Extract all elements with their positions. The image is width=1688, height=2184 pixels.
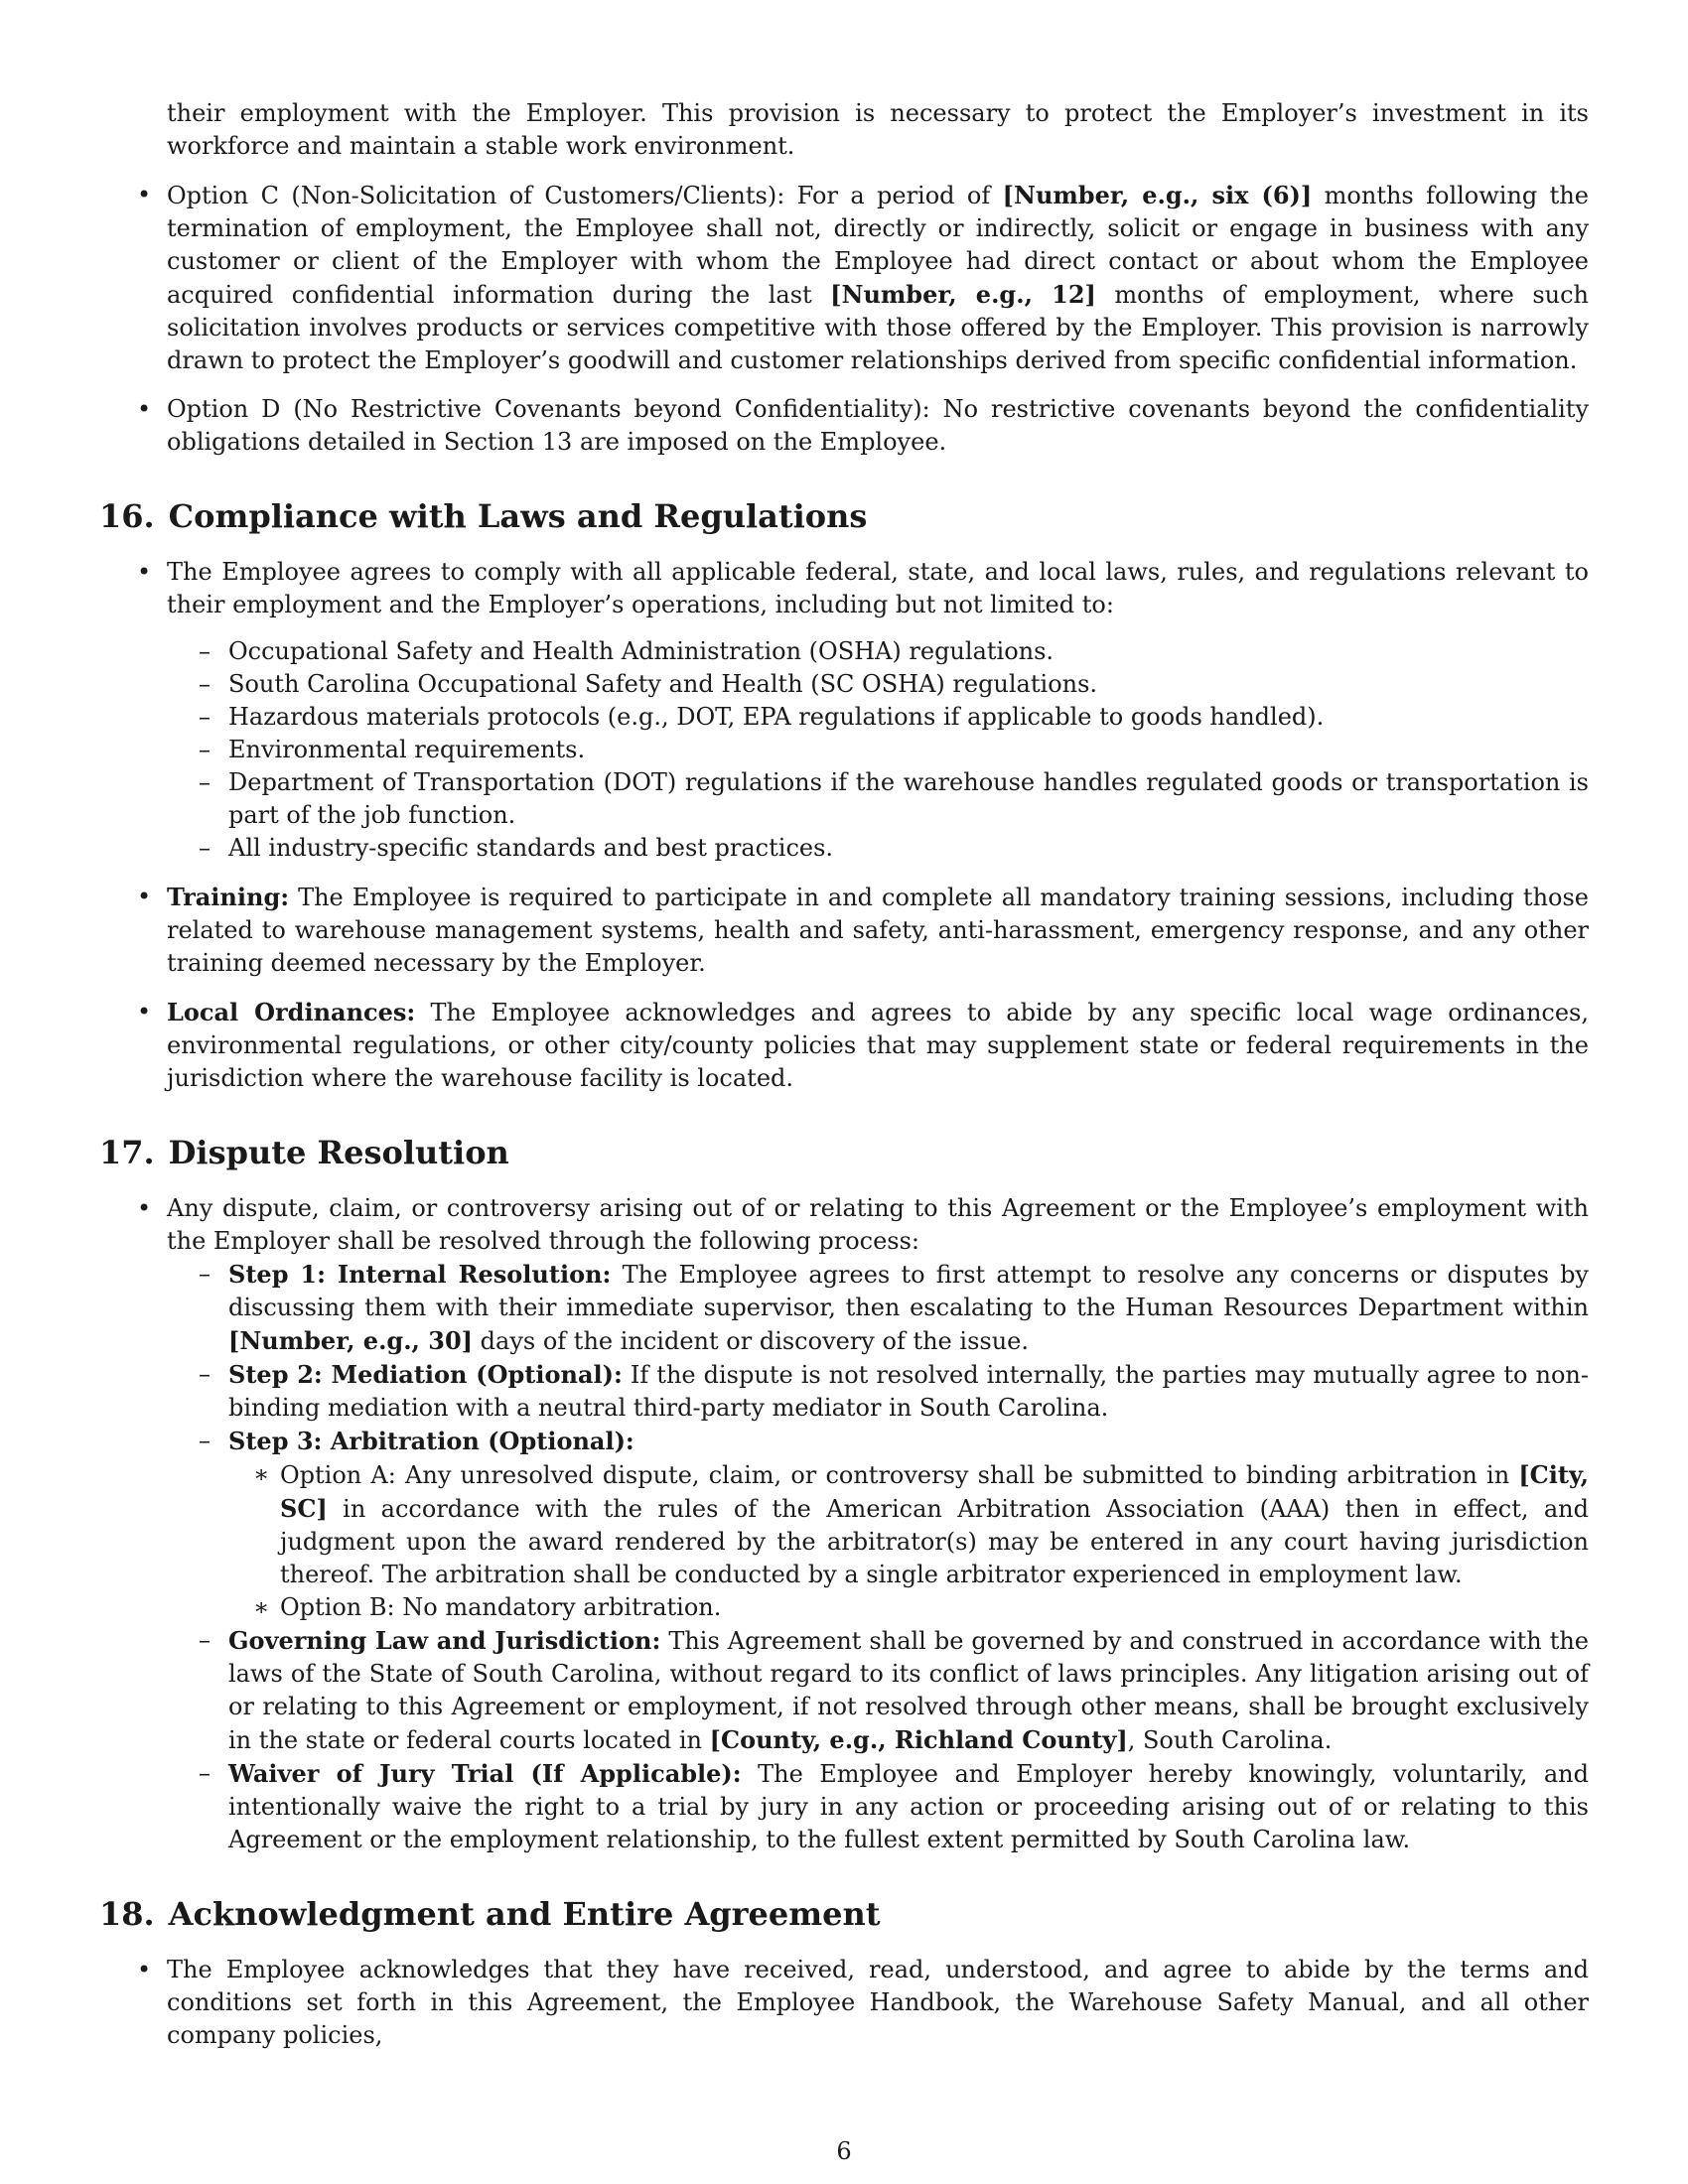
local-ordinances-item — [99, 996, 1589, 1095]
step-3-label: Step 3: Arbitration (Optional): — [228, 1427, 634, 1455]
section-17-title: Dispute Resolution — [168, 1134, 509, 1171]
step-1-text-1: The Employee agrees to first attempt to resolve any concerns or disputes by discussing them with their immediate supervisor, then escalating to the Human Resources Department within — [228, 1261, 1589, 1321]
section-16-title: Compliance with Laws and Regulations — [168, 497, 868, 535]
section-16-sublist — [167, 635, 1589, 865]
section-16-intro: The Employee agrees to comply with all applicable federal, state, and local laws, rules, and regulations relevant to their employment and the Employer’s operations, including but not limited to: — [167, 558, 1589, 618]
step-2-label: Step 2: Mediation (Optional): — [228, 1360, 623, 1389]
local-ordinances-label: Local Ordinances: — [167, 998, 416, 1026]
section-18-intro-item — [99, 1954, 1589, 2052]
section-16-intro-item — [99, 556, 1589, 865]
governing-law-item — [167, 1624, 1589, 1757]
step-3-item — [167, 1425, 1589, 1624]
section-18-heading — [99, 1894, 1589, 1934]
option-a-item — [228, 1458, 1589, 1591]
step-2-text: If the dispute is not resolved internally, the parties may mutually agree to non-binding mediation with a neutral third-party mediator in South Carolina. — [228, 1361, 1590, 1422]
training-text: The Employee is required to participate in and complete all mandatory training sessions, including those related to warehouse management systems, health and safety, anti-harassment, emergency response, and any other training deemed necessary by the Employer. — [167, 884, 1589, 977]
option-c-item — [99, 179, 1589, 377]
jury-waiver-label: Waiver of Jury Trial (If Applicable): — [228, 1759, 742, 1788]
step-2-item — [167, 1358, 1589, 1425]
jury-waiver-text: The Employee and Employer hereby knowingly, voluntarily, and intentionally waive the right to a trial by jury in any action or proceeding arising out of or relating to this Agreement or the employment relationship, to the fullest extent permitted by South Carolina law. — [228, 1760, 1590, 1853]
governing-law-text-1: This Agreement shall be governed by and construed in accordance with the laws of the State of South Carolina, without regard to its conflict of laws principles. Any litigation arising out of or relating to this Agreement or employment, if not resolved through other means, shall be brought exclusively in the state or federal courts located in — [228, 1627, 1590, 1754]
option-d-item — [99, 393, 1589, 459]
list-item: – South Carolina Occupational Safety and Health (SC OSHA) regulations. — [167, 668, 1589, 701]
step-1-item — [167, 1258, 1589, 1358]
section-17-number: 17. — [99, 1134, 155, 1171]
section-17-sublist — [167, 1258, 1589, 1856]
option-c-text-1: Option C (Non-Solicitation of Customers/Clients): For a period of — [167, 182, 1003, 209]
option-a-text-2: in accordance with the rules of the American Arbitration Association (AAA) then in effect, and judgment upon the award rendered by the arbitrator(s) may be entered in any court having jurisdiction thereof. The arbitration shall be conducted by a single arbitrator experienced in employment law. — [280, 1495, 1589, 1588]
section-18-intro: The Employee acknowledges that they have received, read, understood, and agree to abide by the terms and conditions set forth in this Agreement, the Employee Handbook, the Warehouse Safety Manual, and all other company policies, — [167, 1956, 1589, 2049]
option-a-text-1: Option A: Any unresolved dispute, claim, or controversy shall be submitted to binding arbitration in — [280, 1461, 1519, 1489]
section-18-title: Acknowledgment and Entire Agreement — [168, 1895, 881, 1933]
option-c-text-3: months of employment, where such solicitation involves products or services competitive with those offered by the Employer. This provision is narrowly drawn to protect the Employer’s goodwill and customer relationships derived from specific confidential information. — [167, 281, 1589, 374]
step-3-options — [228, 1458, 1589, 1624]
section-17-heading — [99, 1133, 1589, 1172]
jury-waiver-item — [167, 1757, 1589, 1856]
option-b-item: ∗ Option B: No mandatory arbitration. — [228, 1591, 1589, 1624]
governing-law-label: Governing Law and Jurisdiction: — [228, 1626, 661, 1655]
list-item: – Hazardous materials protocols (e.g., DOT, EPA regulations if applicable to goods handled). — [167, 701, 1589, 734]
page-number: 6 — [836, 2137, 852, 2165]
continuation-paragraph: their employment with the Employer. This provision is necessary to protect the Employer’s investment in its workforce and maintain a stable work environment. — [167, 99, 1589, 160]
option-c-placeholder-2: [Number, e.g., 12] — [830, 280, 1096, 309]
step-1-placeholder: [Number, e.g., 30] — [228, 1326, 474, 1355]
section-18-number: 18. — [99, 1895, 155, 1933]
option-d-text: Option D (No Restrictive Covenants beyond Confidentiality): No restrictive covenants beyond the confidentiality obligations detailed in Section 13 are imposed on the Employee. — [167, 395, 1589, 456]
section-16-heading — [99, 496, 1589, 536]
list-item: – All industry-specific standards and best practices. — [167, 832, 1589, 865]
training-label: Training: — [167, 883, 290, 911]
list-item: – Occupational Safety and Health Administration (OSHA) regulations. — [167, 635, 1589, 668]
step-1-text-2: days of the incident or discovery of the issue. — [473, 1327, 1029, 1355]
governing-law-placeholder: [County, e.g., Richland County] — [709, 1725, 1128, 1754]
list-item: – Environmental requirements. — [167, 734, 1589, 766]
list-item: – Department of Transportation (DOT) regulations if the warehouse handles regulated goods or transportation is part of the job function. — [167, 766, 1589, 832]
option-c-placeholder-1: [Number, e.g., six (6)] — [1002, 181, 1313, 209]
training-item — [99, 881, 1589, 980]
option-a-placeholder: [City, SC] — [280, 1460, 1589, 1523]
local-ordinances-text: The Employee acknowledges and agrees to abide by any specific local wage ordinances, environmental regulations, or other city/county policies that may supplement state or federal requirements in the jurisdiction where the warehouse facility is located. — [167, 999, 1589, 1092]
section-17-intro: Any dispute, claim, or controversy arising out of or relating to this Agreement or the Employee’s employment with the Employer shall be resolved through the following process: — [167, 1194, 1589, 1255]
step-1-label: Step 1: Internal Resolution: — [228, 1260, 612, 1289]
section-17-intro-item — [99, 1192, 1589, 1856]
page-content — [99, 97, 1589, 2052]
option-c-text-2: months following the termination of employment, the Employee shall not, directly or indirectly, solicit or engage in business with any customer or client of the Employer with whom the Employee had direct contact or about whom the Employee acquired confidential information during the last — [167, 182, 1589, 309]
governing-law-text-2: , South Carolina. — [1127, 1726, 1333, 1754]
section-16-number: 16. — [99, 497, 155, 535]
